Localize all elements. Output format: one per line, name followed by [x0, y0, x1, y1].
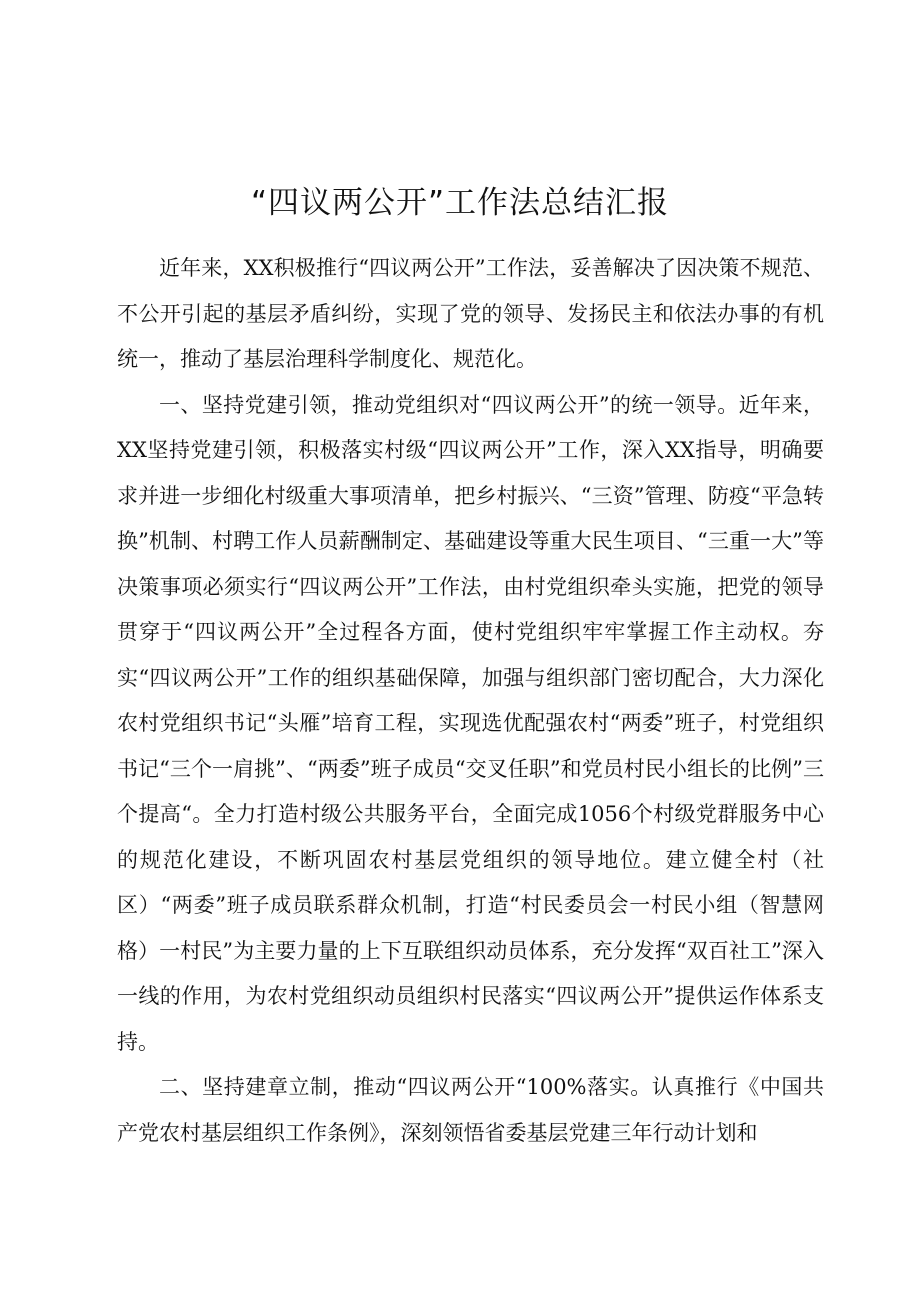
paragraph-intro: 近年来，XX积极推行“四议两公开”工作法，妥善解决了因决策不规范、不公开引起的基层矛盾纠纷，实现了党的领导、发扬民主和依法办事的有机统一，推动了基层治理科学制度化、规范化。 — [117, 256, 824, 371]
paragraph-section-one: 一、坚持党建引领，推动党组织对“四议两公开”的统一领导。近年来，XX坚持党建引领，积极落实村级“四议两公开”工作，深入XX指导，明确要求并进一步细化村级重大事项清单，把乡村振兴、“三资”管理、防疫“平急转换”机制、村聘工作人员薪酬制定、基础建设等重大民生项目、“三重一大”等决策事项必须实行“四议两公开”工作法，由村党组织牵头实施，把党的领导贯穿于“四议两公开”全过程各方面，使村党组织牢牢掌握工作主动权。夯实“四议两公开”工作的组织基础保障，加强与组织部门密切配合，大力深化农村党组织书记“头雁”培育工程，实现选优配强农村“两委”班子，村党组织书记“三个一肩挑”、“两委”班子成员“交叉任职”和党员村民小组长的比例”三个提高“。全力打造村级公共服务平台，全面完成1056个村级党群服务中心的规范化建设，不断巩固农村基层党组织的领导地位。建立健全村（社区）“两委”班子成员联系群众机制，打造“村民委员会一村民小组（智慧网格）一村民”为主要力量的上下互联组织动员体系，充分发挥“双百社工”深入一线的作用，为农村党组织动员组织村民落实“四议两公开”提供运作体系支持。 — [117, 392, 824, 1054]
document-title: “四议两公开”工作法总结汇报 — [250, 185, 670, 221]
document-body — [117, 246, 824, 1156]
paragraph-section-two: 二、坚持建章立制，推动“四议两公开“100%落实。认真推行《中国共产党农村基层组织工作条例》，深刻领悟省委基层党建三年行动计划和 — [117, 1075, 824, 1145]
